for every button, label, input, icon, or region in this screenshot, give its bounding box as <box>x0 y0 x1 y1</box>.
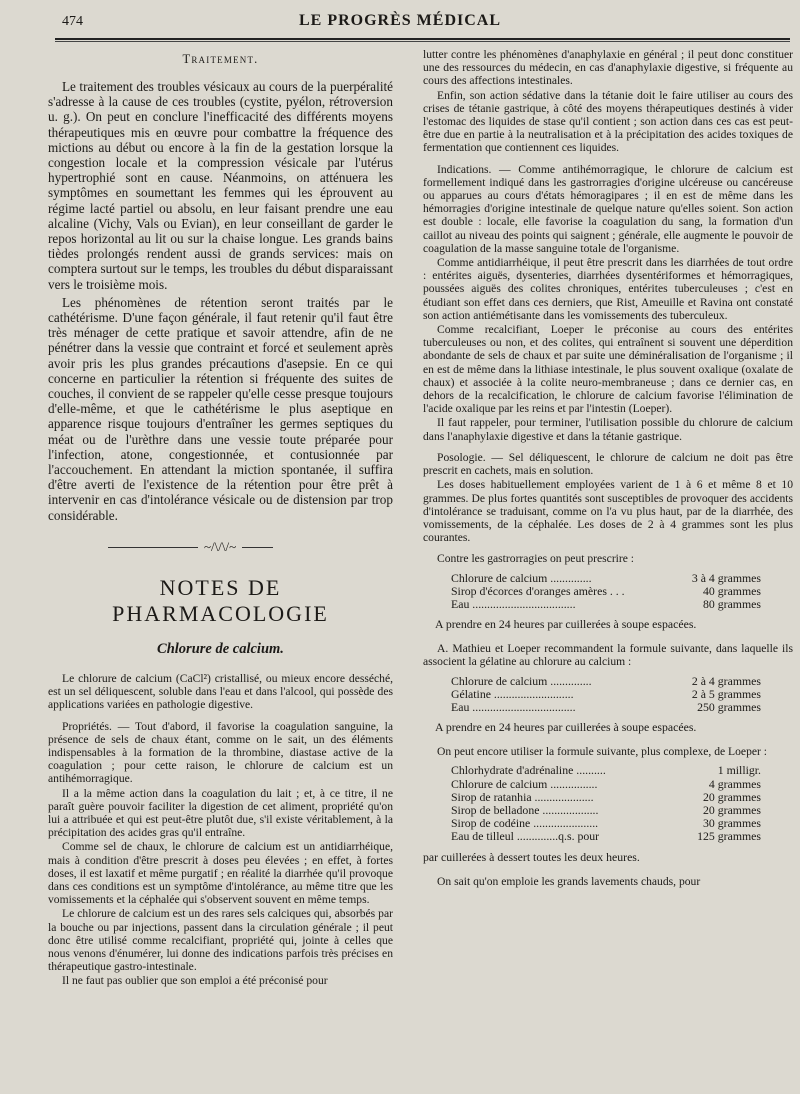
prescription-2 <box>451 675 793 715</box>
quantity: 4 grammes <box>708 776 761 791</box>
page-header <box>0 0 800 40</box>
prescription-row <box>451 830 761 843</box>
prescription-row <box>451 688 761 701</box>
quantity: 2 à 5 grammes <box>691 686 761 701</box>
paragraph: lutter contre les phénomènes d'anaphylaxie en général ; il peut donc constituer une des ressources du médecin, en cas d'anaphylaxie digestive, si fréquente au cours des affections intestinales. <box>423 48 793 88</box>
prescription-row <box>451 572 761 585</box>
right-column <box>423 48 793 888</box>
prescription-row <box>451 778 761 791</box>
subsection-title: Chlorure de calcium. <box>157 640 284 657</box>
quantity: 1 milligr. <box>717 763 761 778</box>
header-rule <box>55 38 790 40</box>
traitement-text <box>48 79 393 523</box>
page-number: 474 <box>62 14 83 29</box>
prescription-row <box>451 791 761 804</box>
ingredient: Chlorure de calcium ................ <box>451 777 598 791</box>
ingredient: Sirop de ratanhia .................... <box>451 790 594 804</box>
prescription-note: A prendre en 24 heures par cuillerées à soupe espacées. <box>435 720 697 735</box>
section-heading-traitement: Traitement. <box>182 52 259 66</box>
paragraph: Le chlorure de calcium est un des rares sels calciques qui, absorbés par la bouche ou par injections, passent dans la circulation générale ; il peut donc être utilisé comme recalcifiant, propriété qui, jointe à celles que nous venons d'énumérer, lui donne des indications parfois très précises en thérapeutique gastro-intestinale. <box>48 907 393 974</box>
paragraph: Les doses habituellement employées varient de 1 à 6 et même 8 et 10 grammes. De plus fortes quantités sont susceptibles de provoquer des accidents d'intolérance se traduisant, comme on l'a vu plus haut, par de la diarrhée, des vomissements, de la céphalée. Les doses de 2 à 4 grammes sont les plus courantes. <box>423 478 793 545</box>
separator-ornament: ~/\/\/~ <box>198 539 242 555</box>
quantity: 30 grammes <box>703 816 761 831</box>
prescription-note: par cuillerées à dessert toutes les deux heures. <box>423 849 640 864</box>
quantity: 20 grammes <box>703 789 761 804</box>
ingredient: Eau ................................... <box>451 700 576 714</box>
paragraph: On peut encore utiliser la formule suivante, plus complexe, de Loeper : <box>437 745 767 759</box>
quantity: 3 à 4 grammes <box>691 570 761 585</box>
paragraph: On sait qu'on emploie les grands lavements chauds, pour <box>437 874 701 888</box>
paragraph: Les phénomènes de rétention seront traités par le cathétérisme. D'une façon générale, il faut retenir qu'il faut être très ménager de cette pratique et savoir attendre, afin de ne pénétrer dans la vessie que contraint et forcé et seulement après avoir pris les plus grandes précautions d'asepsie. En ce qui concerne en particulier la rétention si fréquente des suites de couches, il convient de se rappeler qu'elle cesse presque toujours d'elle-même, et que le cathétérisme le plus aseptique en apparence risque toujours d'entraîner les germes septiques du méat ou de l'urèthre dans une vessie toute préparée pour l'infection, atone, congestionnée, et contusionnée par l'accouchement. En attendant la miction spontanée, il suffira d'être averti de l'existence de la rétention pour être prêt à intervenir en cas d'intolérance vésicale ou de distension par trop considérable. <box>48 294 393 523</box>
paragraph: A. Mathieu et Loeper recommandent la formule suivante, dans laquelle ils associent la gélatine au chlorure au calcium : <box>423 642 793 669</box>
section-separator <box>48 539 393 557</box>
paragraph: Propriétés. — Tout d'abord, il favorise la coagulation sanguine, la présence de sels de chaux étant, comme on le sait, un des éléments indispensables à la formation de la thrombine, diastase active de la coagulation ; pour cette raison, le chlorure de calcium est un antihémorragique. <box>48 719 393 786</box>
ingredient: Eau de tilleul ..............q.s. pour <box>451 830 600 844</box>
prescription-3 <box>451 764 793 843</box>
paragraph: Comme recalcifiant, Loeper le préconise au cours des entérites tuberculeuses ou non, et des colites, qui entraînent si souvent une déperdition abondante de sels de chaux et par suite une déminéralisation de l'organisme ; il en est de même dans la lithiase intestinale, le plus souvent oxalique (oxalate de chaux) et associée à la colite neuro-membraneuse ; dans ce dernier cas, en dehors de la recalcification, le chlorure de calcium favorise l'élimination de l'acide oxalique par les reins et par l'intestin (Loeper). <box>423 323 793 416</box>
ingredient: Chlorure de calcium .............. <box>451 571 592 585</box>
paragraph: Posologie. — Sel déliquescent, le chlorure de calcium ne doit pas être prescrit en cachets, mais en solution. <box>423 450 793 478</box>
paragraph: Le chlorure de calcium (CaCl²) cristallisé, ou mieux encore desséché, est un sel déliquescent, soluble dans l'eau et dans l'alcool, qui possède des applications variées en pathologie digestive. <box>48 671 393 712</box>
ingredient: Chlorure de calcium .............. <box>451 674 592 688</box>
prescription-1 <box>451 572 793 612</box>
ingredient: Gélatine ........................... <box>451 687 574 701</box>
prescription-row <box>451 585 761 598</box>
paragraph: Le traitement des troubles vésicaux au cours de la puerpéralité s'adresse à la cause de ces troubles (cystite, pyélon, rétroversion u. g.). On peut en conclure l'inefficacité des différents moyens thérapeutiques mis en œuvre pour combattre la fréquence des mictions au début ou encore à la fin de la gestation lorsque la congestion locale et la compression vésicale par l'utérus hypertrophié sont en cause. Néanmoins, on atténuera les symptômes en soumettant les femmes qui les éprouvent au régime lacté partiel ou absolu, en leur faisant prendre une eau alcaline (Vichy, Vals ou Evian), en leur conseillant de garder le repos horizontal au lit ou sur la chaise longue. Les grands bains tièdes prolongés rendent aussi de grands services: mais on comptera surtout sur le temps, les troubles du début disparaissant vers le troisième mois. <box>48 79 393 292</box>
ingredient: Chlorhydrate d'adrénaline .......... <box>451 764 606 778</box>
pharmacology-text <box>48 672 393 988</box>
prescription-note: A prendre en 24 heures par cuillerées à soupe espacées. <box>435 617 697 632</box>
running-title: LE PROGRÈS MÉDICAL <box>298 12 502 29</box>
left-column <box>48 52 393 988</box>
ingredient: Eau ................................... <box>451 597 576 611</box>
quantity: 40 grammes <box>703 583 761 598</box>
paragraph: Il a la même action dans la coagulation du lait ; et, à ce titre, il ne paraît guère pouvoir faciliter la digestion de cet aliment, propriété qu'on lui a attribuée et qui est peut-être plutôt due, s'il existe véritablement, à la précipitation des acides gras qu'il entraîne. <box>48 786 393 840</box>
paragraph: Contre les gastrorragies on peut prescrire : <box>437 552 635 566</box>
prescription-row <box>451 675 761 688</box>
header-rule-thin <box>55 41 790 42</box>
quantity: 80 grammes <box>703 596 761 611</box>
prescription-row <box>451 701 761 714</box>
quantity: 250 grammes <box>697 699 761 714</box>
quantity: 125 grammes <box>697 829 761 844</box>
prescription-row <box>451 598 761 611</box>
paragraph: Comme antidiarrhéique, il peut être prescrit dans les diarrhées de tout ordre : entérites aiguës, dysenteries, diarrhées dysentériformes et hémorragiques, poussées aiguës des colites chroniques, entérites tuberculeuses ; c'est en étudiant son effet dans ces derniers, que Rist, Ameuille et Ravina ont constaté son action antiémétisante dans les vomissements des tuberculeux. <box>423 256 793 322</box>
paragraph: Il ne faut pas oublier que son emploi a été préconisé pour <box>62 974 328 988</box>
paragraph: Enfin, son action sédative dans la tétanie doit le faire utiliser au cours des crises de tétanie gastrique, à côté des moyens thérapeutiques destinés à vider l'estomac des liquides de stase qu'il contient ; son action dans ces cas est peut-être due en partie à la neutralisation et à la précipitation des acides toxiques de fermentation que contiennent ces liquides. <box>423 88 793 155</box>
ingredient: Sirop de belladone ................... <box>451 803 599 817</box>
paragraph: Il faut rappeler, pour terminer, l'utilisation possible du chlorure de calcium dans l'anaphylaxie digestive et dans la tétanie gastrique. <box>423 416 793 443</box>
quantity: 20 grammes <box>703 802 761 817</box>
prescription-row <box>451 764 761 777</box>
paragraph: Comme sel de chaux, le chlorure de calcium est un antidiarrhéique, mais à condition d'être prescrit à doses peu élevées ; en effet, à fortes doses, il est laxatif et même purgatif ; en réalité la diarrhée qu'il provoque dans ces conditions est un symptôme d'intolérance, au même titre que les vomissements et la céphalée qui s'observent souvent en même temps. <box>48 840 393 907</box>
ingredient: Sirop d'écorces d'oranges amères . . . <box>451 584 625 598</box>
ingredient: Sirop de codéine ...................... <box>451 817 599 831</box>
quantity: 2 à 4 grammes <box>691 673 761 688</box>
paragraph: Indications. — Comme antihémorragique, le chlorure de calcium est formellement indiqué dans les gastrorragies d'origine ulcéreuse ou cancéreuse ou apparues au cours d'états hémoragipares ; il en est de même dans les hémorragies d'origine intestinale de quelque nature qu'elles soient. Son action est double : locale, elle favorise la coagulation du sang, la formation d'un caillot au niveau des points qui saignent ; générale, elle augmente le pouvoir de coagulation de la masse sanguine totale de l'organisme. <box>423 162 793 255</box>
section-title: NOTES DE PHARMACOLOGIE <box>112 574 329 626</box>
